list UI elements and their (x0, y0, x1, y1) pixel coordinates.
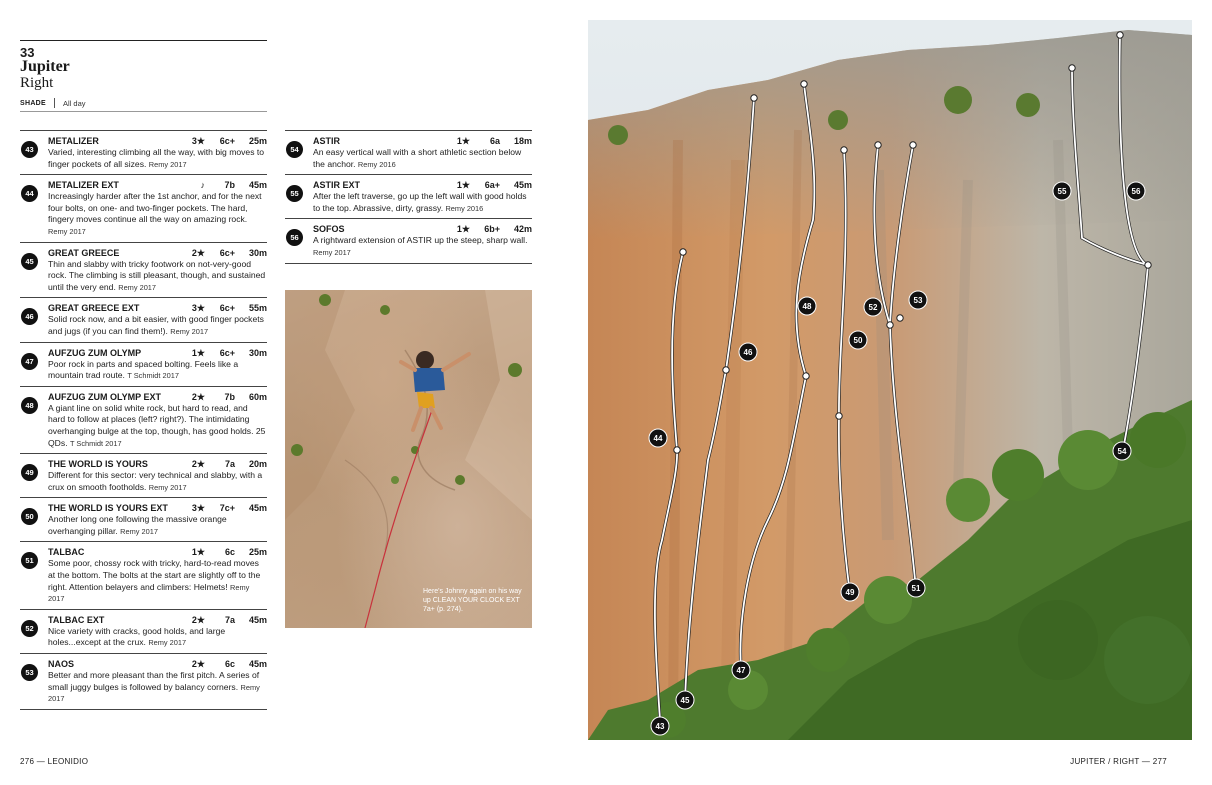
route-length: 45m (513, 180, 532, 191)
route-description (48, 626, 267, 649)
route-pin-49 (841, 583, 859, 601)
route-author: Remy 2017 (148, 159, 187, 169)
route-number-badge: 52 (21, 620, 38, 637)
route-pin-label: 51 (911, 584, 921, 593)
route-number-badge: 49 (21, 464, 38, 481)
route-number-badge: 53 (21, 664, 38, 681)
route-stars: 1★ (191, 347, 205, 358)
route-description-text: Another long one following the massive orange overhanging pillar. (48, 514, 227, 536)
route-entry (285, 130, 532, 174)
crag-topo-photo (588, 20, 1192, 740)
route-pin-48 (798, 297, 816, 315)
route-length: 60m (248, 391, 267, 402)
route-author: Remy 2017 (170, 326, 209, 336)
route-entry (285, 218, 532, 263)
route-name: THE WORLD IS YOURS EXT (48, 503, 168, 514)
route-pin-label: 44 (653, 434, 663, 443)
route-stars: 1★ (456, 224, 470, 235)
route-description-text: Varied, interesting climbing all the way, with big moves to finger pockets of all sizes. (48, 147, 265, 169)
route-grade: 6c+ (219, 347, 235, 358)
route-author: Remy 2017 (313, 247, 351, 257)
photo-caption: Here's Johnny again on his way up CLEAN YOUR CLOCK EXT 7a+ (p. 274). (423, 588, 522, 613)
route-number-badge: 46 (21, 308, 38, 325)
route-author: Remy 2017 (48, 682, 260, 704)
route-header (48, 180, 267, 191)
route-description-text: Thin and slabby with tricky footwork on not-very-good rock. The climbing is still pleasant, though, and sustained until the very end. (48, 258, 266, 292)
route-length: 25m (248, 547, 267, 558)
route-description-text: Solid rock now, and a bit easier, with good finger pockets and jugs (if you can find them!). (48, 314, 264, 336)
route-description-text: An easy vertical wall with a short athletic section below the anchor. (313, 147, 522, 169)
route-pin-47 (732, 661, 750, 679)
route-pin-45 (676, 691, 694, 709)
route-description-text: A rightward extension of ASTIR up the steep, sharp wall. (313, 235, 528, 246)
route-length: 30m (248, 247, 267, 258)
route-pin-label: 49 (845, 588, 855, 597)
route-header (48, 348, 267, 359)
route-header (48, 547, 267, 558)
route-list-middle (285, 130, 532, 264)
route-entry (20, 386, 267, 453)
route-pin-label: 43 (655, 722, 665, 731)
route-author: Remy 2017 (48, 226, 86, 236)
route-grade: 6c+ (219, 136, 235, 146)
route-length: 30m (248, 347, 267, 358)
route-stars: ♪ (200, 180, 205, 191)
route-author: Remy 2017 (148, 482, 187, 492)
route-number-badge: 45 (21, 253, 38, 270)
route-description-text: After the left traverse, go up the left wall with good holds to the top. Abrassive, dirty, grassy. (313, 191, 527, 213)
sector-number: 33 (20, 45, 35, 60)
route-pin-51 (907, 579, 925, 597)
route-entry (20, 453, 267, 497)
route-stars: 2★ (191, 659, 205, 670)
route-number-badge: 47 (21, 353, 38, 370)
route-description (48, 470, 267, 493)
route-author: Remy 2017 (120, 526, 158, 536)
route-header (48, 303, 267, 314)
route-description (48, 259, 267, 294)
route-number-badge: 44 (21, 185, 38, 202)
route-stars: 1★ (456, 180, 470, 191)
route-header (313, 180, 532, 191)
route-entry (20, 297, 267, 341)
route-entry (20, 242, 267, 298)
route-pin-label: 50 (853, 336, 863, 345)
route-name: AUFZUG ZUM OLYMP EXT (48, 391, 162, 402)
route-author: T Schmidt 2017 (69, 438, 122, 448)
route-number-badge: 50 (21, 508, 38, 525)
route-description (48, 670, 267, 705)
route-header (48, 615, 267, 626)
route-length: 55m (248, 303, 267, 314)
route-description-text: Different for this sector: very technical and slabby, with a crux on smooth footholds. (48, 470, 263, 492)
route-stars: 3★ (191, 503, 205, 514)
route-number-badge: 55 (286, 185, 303, 202)
route-grade: 6a+ (484, 180, 500, 191)
route-grade: 6b+ (484, 224, 500, 235)
route-description-text: A giant line on solid white rock, but hard to read, and hard to follow at places (left? right?). The intimidating overhanging bulge at the top, though, has good holds. 25 QDs. (48, 402, 266, 448)
route-name: THE WORLD IS YOURS (48, 459, 148, 470)
route-name: GREAT GREECE EXT (48, 303, 140, 314)
route-pin-label: 56 (1131, 187, 1141, 196)
route-length: 25m (248, 136, 267, 146)
route-pin-label: 47 (736, 666, 746, 675)
route-pin-46 (739, 343, 757, 361)
route-author: Remy 2017 (48, 582, 250, 604)
route-length: 45m (248, 659, 267, 670)
route-entry (20, 497, 267, 541)
route-name: SOFOS (313, 224, 345, 235)
route-pin-label: 55 (1057, 187, 1067, 196)
route-description-text: Nice variety with cracks, good holds, and large holes...except at the crux. (48, 625, 226, 648)
route-entry (20, 541, 267, 608)
route-length: 45m (248, 503, 267, 514)
climber-photo (285, 290, 532, 628)
route-number-badge: 43 (21, 141, 38, 158)
route-pin-label: 52 (868, 303, 878, 312)
route-name: ASTIR (313, 136, 340, 146)
route-pin-43 (651, 717, 669, 735)
shade-value: All day (63, 98, 86, 108)
route-entry (20, 609, 267, 653)
route-name: GREAT GREECE (48, 247, 120, 258)
route-pin-label: 54 (1117, 447, 1127, 456)
route-stars: 2★ (191, 247, 205, 258)
route-pin-44 (649, 429, 667, 447)
route-list-left (20, 130, 267, 710)
route-stars: 2★ (191, 614, 205, 625)
route-number-badge: 48 (21, 397, 38, 414)
route-grade: 7b (224, 180, 235, 191)
route-grade: 7b (224, 391, 235, 402)
page-footer-left: 276 — LEONIDIO (20, 757, 89, 766)
route-pin-label: 48 (802, 302, 812, 311)
route-name: NAOS (48, 659, 75, 670)
route-stars: 3★ (191, 303, 205, 314)
sector-rule (20, 40, 267, 41)
route-pin-53 (909, 291, 927, 309)
route-header (313, 136, 532, 147)
shade-info (20, 98, 267, 112)
route-author: Remy 2017 (148, 638, 187, 648)
route-pin-label: 45 (680, 696, 690, 705)
route-description-text: Increasingly harder after the 1st anchor, and for the next four bolts, on one- and two-finger pockets. The hard, fingery moves continue all the way on amazing rock. (48, 191, 262, 225)
shade-label: SHADE (20, 99, 47, 107)
crag-topo-art (588, 20, 1192, 740)
route-length: 45m (248, 614, 267, 625)
route-pin-label: 53 (913, 296, 923, 305)
route-stars: 1★ (456, 136, 470, 146)
sector-subtitle: Right (20, 75, 54, 91)
route-pin-55 (1053, 182, 1071, 200)
route-description-text: Some poor, chossy rock with tricky, hard-to-read moves at the bottom. The bolts at the start are slightly off to the right. Attention belayers and climbers: Helmets! (48, 558, 261, 592)
route-name: METALIZER EXT (48, 180, 119, 191)
route-header (48, 136, 267, 147)
route-description (48, 403, 267, 449)
route-stars: 3★ (191, 136, 205, 146)
sector-name: Jupiter (20, 58, 70, 75)
route-stars: 2★ (191, 391, 205, 402)
route-length: 18m (513, 136, 532, 146)
route-description (48, 147, 267, 170)
route-entry (20, 174, 267, 241)
route-description (48, 191, 267, 237)
route-description (48, 359, 267, 382)
route-description (313, 191, 532, 214)
route-name: ASTIR EXT (313, 180, 361, 191)
route-description (48, 558, 267, 604)
route-header (48, 659, 267, 670)
route-author: T Schmidt 2017 (127, 371, 179, 381)
page-footer-right: JUPITER / RIGHT — 277 (1070, 757, 1167, 766)
route-pin-54 (1113, 442, 1131, 460)
route-description (48, 514, 267, 537)
route-header (48, 459, 267, 470)
shade-divider (54, 98, 55, 108)
route-header (48, 248, 267, 259)
route-grade: 6c+ (219, 303, 235, 314)
route-pin-52 (864, 298, 882, 316)
route-entry (20, 130, 267, 174)
route-header (48, 503, 267, 514)
route-grade: 6a (489, 136, 500, 146)
route-header (313, 224, 532, 235)
route-pin-label: 46 (743, 348, 753, 357)
route-description-text: Poor rock in parts and spaced bolting. Feels like a mountain trad route. (48, 358, 239, 381)
route-entry (20, 342, 267, 386)
route-grade: 7a (224, 614, 235, 625)
route-name: AUFZUG ZUM OLYMP (48, 347, 142, 358)
route-number-badge: 54 (286, 141, 303, 158)
route-pin-50 (849, 331, 867, 349)
route-author: Remy 2016 (445, 203, 484, 213)
route-name: TALBAC EXT (48, 614, 105, 625)
route-entry (285, 174, 532, 218)
route-grade: 7c+ (219, 503, 235, 514)
route-header (48, 392, 267, 403)
route-description (48, 314, 267, 337)
route-stars: 2★ (191, 459, 205, 470)
route-description-text: Better and more pleasant than the first pitch. A series of small juggy bulges is followed by balancy corners. (48, 670, 260, 692)
route-number-badge: 51 (21, 552, 38, 569)
route-length: 42m (513, 224, 532, 235)
route-length: 20m (248, 459, 267, 470)
route-grade: 6c (224, 659, 235, 670)
route-name: TALBAC (48, 547, 85, 558)
route-author: Remy 2017 (118, 282, 157, 292)
route-length: 45m (248, 180, 267, 191)
route-stars: 1★ (191, 547, 205, 558)
route-entry (20, 653, 267, 710)
route-description (313, 235, 532, 258)
route-pin-56 (1127, 182, 1145, 200)
route-name: METALIZER (48, 136, 99, 146)
climber-photo-art (285, 290, 532, 628)
route-description (313, 147, 532, 170)
route-grade: 6c+ (219, 247, 235, 258)
route-grade: 6c (224, 547, 235, 558)
route-grade: 7a (224, 459, 235, 470)
route-number-badge: 56 (286, 229, 303, 246)
route-author: Remy 2016 (357, 159, 396, 169)
